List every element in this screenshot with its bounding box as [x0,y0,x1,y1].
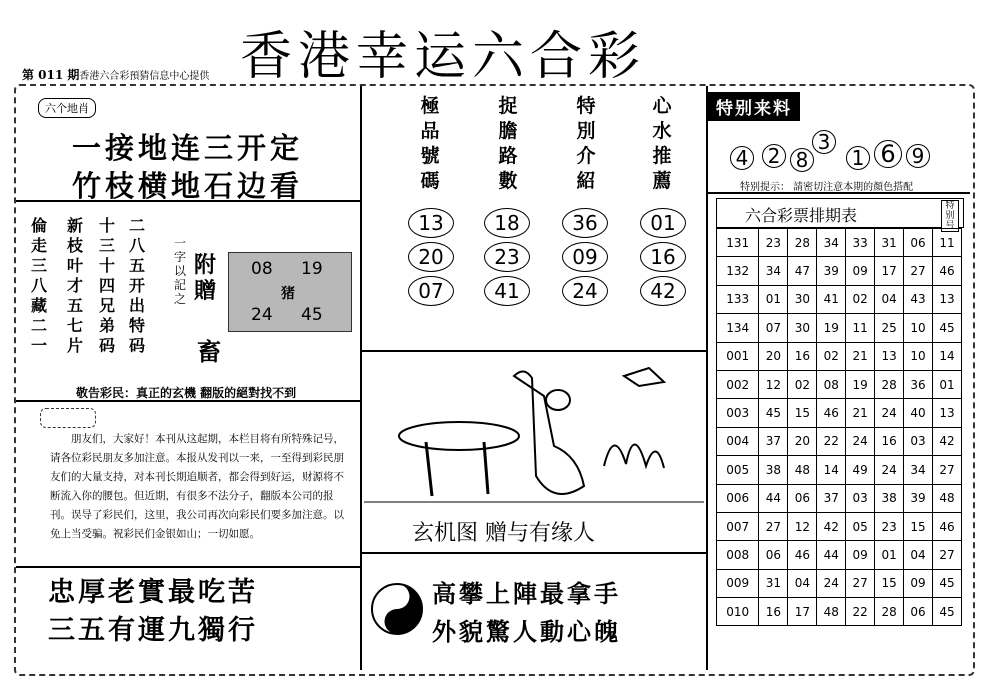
column-label-3: 特別介紹 [576,95,596,192]
column-label-1: 極品號碼 [420,95,440,192]
poem-column-3: 新枝叶才五七片 [66,216,83,355]
number-cell: 06 [788,484,817,512]
number-cell: 14 [933,342,962,370]
number-cell: 24 [846,427,875,455]
notice-paragraph: 朋友们，大家好！本刊从这起期，本栏目将有所特殊记号，请各位彩民朋友多加注意。本报从发刊以一来，一至得到彩民朋友们的大量支持，对本刊长期追顺者，都会得到好运，财源将不断流入你的腰包。但近期，有很多不法分子，翻版本公司的报刊。误导了彩民们，这里，我公司再次向彩民们要多加注意。以免上当受骗。祝彩民们金银如山；一切如愿。 [50,433,344,540]
number-cell: 16 [759,598,788,626]
number-cell: 15 [904,512,933,540]
table-row [717,456,962,484]
table-row [717,598,962,626]
number-cell: 04 [904,541,933,569]
divider-mid-1 [362,350,706,352]
number-cell: 48 [817,598,846,626]
number-cell: 46 [817,399,846,427]
table-row [717,569,962,597]
draw-schedule-table [716,228,962,626]
table-row [717,342,962,370]
motto-line-1: 忠厚老實最吃苦 [48,577,258,608]
number-cell: 34 [759,257,788,285]
riddle-line-1: 一接地连三开定 [72,131,304,165]
number-cell: 46 [788,541,817,569]
number-cell: 42 [933,427,962,455]
issue-cell: 133 [717,285,759,313]
motto-line-2: 三五有運九獨行 [48,615,258,646]
special-header: 特别来料 [708,92,800,121]
table-row [717,484,962,512]
number-cell: 11 [933,229,962,257]
riddle-answer: 畜 [197,337,221,366]
number-cell: 34 [904,456,933,484]
number-cell: 04 [788,569,817,597]
number-cell: 23 [875,512,904,540]
number-cell: 22 [817,427,846,455]
number-cell: 05 [846,512,875,540]
slogan-line-2: 外貌驚人動心魄 [432,618,621,646]
number-cell: 36 [904,370,933,398]
table-header [716,198,964,231]
number-cell: 13 [875,342,904,370]
source-note: 香港六合彩預猜信息中心提供 [79,71,210,82]
special-number: 3 [812,130,836,154]
number-cell: 09 [846,541,875,569]
notice-text: 敬告彩民：真正的玄機 翻版的絕對找不到 [76,386,297,400]
number-cell: 28 [875,370,904,398]
divider-left-3 [16,566,360,568]
issue-cell: 005 [717,456,759,484]
gift-box [228,252,352,332]
gift-number: 08 [251,259,273,279]
number-cell: 24 [817,569,846,597]
number-cell: 01 [933,370,962,398]
number-cell: 47 [788,257,817,285]
number-cell: 10 [904,314,933,342]
number-cell: 22 [846,598,875,626]
gift-number: 24 [251,305,273,325]
issue-line [22,66,209,83]
slogan-line-1: 高攀上陣最拿手 [432,580,621,608]
column-label-4: 心水推薦 [652,95,672,192]
table-row [717,512,962,540]
number-cell: 44 [817,541,846,569]
special-number: 2 [762,144,786,168]
number-cell: 45 [933,569,962,597]
decorative-cloud [40,408,96,428]
number-cell: 12 [759,370,788,398]
issue-cell: 131 [717,229,759,257]
pick-number: 13 [408,208,454,238]
picture-caption: 玄机图 赠与有缘人 [412,521,595,546]
number-cell: 46 [933,257,962,285]
number-cell: 13 [933,285,962,313]
number-cell: 01 [875,541,904,569]
issue-cell: 001 [717,342,759,370]
divider-left-mid [360,86,362,670]
number-cell: 10 [904,342,933,370]
special-number-label: 特别号 [941,200,959,232]
issue-cell: 010 [717,598,759,626]
number-cell: 13 [933,399,962,427]
issue-cell: 009 [717,569,759,597]
number-cell: 17 [788,598,817,626]
special-note: 特别提示： 請密切注意本期的顏色搭配 [740,182,914,193]
number-cell: 02 [788,370,817,398]
number-cell: 45 [759,399,788,427]
number-cell: 39 [817,257,846,285]
column-label-2: 捉膽路數 [498,95,518,192]
gift-number: 19 [301,259,323,279]
number-cell: 45 [933,598,962,626]
number-cell: 04 [875,285,904,313]
number-cell: 11 [846,314,875,342]
issue-cell: 007 [717,512,759,540]
issue-cell: 003 [717,399,759,427]
number-cell: 27 [846,569,875,597]
number-cell: 27 [904,257,933,285]
issue-cell: 132 [717,257,759,285]
number-cell: 31 [759,569,788,597]
issue-cell: 008 [717,541,759,569]
number-cell: 02 [846,285,875,313]
poem-hint: 一字以記之 [174,236,187,306]
pick-number: 36 [562,208,608,238]
number-cell: 38 [875,484,904,512]
number-cell: 28 [788,229,817,257]
special-number: 8 [790,148,814,172]
riddle-illustration [364,356,704,512]
pick-number: 20 [408,242,454,272]
gift-zodiac: 猪 [281,286,295,302]
number-cell: 38 [759,456,788,484]
pick-number: 24 [562,276,608,306]
issue-cell: 006 [717,484,759,512]
table-title: 六合彩票排期表 [745,206,858,225]
number-cell: 16 [788,342,817,370]
table-row [717,257,962,285]
number-cell: 03 [846,484,875,512]
number-cell: 06 [904,229,933,257]
pick-number: 07 [408,276,454,306]
issue-number: 第 011 期 [22,68,80,82]
number-cell: 08 [817,370,846,398]
number-cell: 14 [817,456,846,484]
number-cell: 23 [759,229,788,257]
number-cell: 19 [817,314,846,342]
pick-number: 41 [484,276,530,306]
number-cell: 15 [875,569,904,597]
number-cell: 21 [846,342,875,370]
special-number: 4 [730,146,754,170]
number-cell: 06 [759,541,788,569]
number-cell: 16 [875,427,904,455]
gift-number: 45 [301,305,323,325]
table-row [717,399,962,427]
number-cell: 31 [875,229,904,257]
number-cell: 12 [788,512,817,540]
table-row [717,370,962,398]
pick-number: 09 [562,242,608,272]
issue-cell: 004 [717,427,759,455]
poem-column-4: 倫走三八藏二一 [30,216,47,355]
number-cell: 27 [759,512,788,540]
number-cell: 09 [904,569,933,597]
number-cell: 02 [817,342,846,370]
number-cell: 07 [759,314,788,342]
table-row [717,427,962,455]
number-cell: 27 [933,456,962,484]
riddle-line-2: 竹枝横地石边看 [72,169,304,203]
number-cell: 37 [759,427,788,455]
divider-mid-2 [362,552,706,554]
number-cell: 40 [904,399,933,427]
divider-mid-right [706,86,708,670]
number-cell: 45 [933,314,962,342]
number-cell: 03 [904,427,933,455]
number-cell: 39 [904,484,933,512]
pick-number: 01 [640,208,686,238]
pick-number: 16 [640,242,686,272]
issue-cell: 002 [717,370,759,398]
number-cell: 33 [846,229,875,257]
gift-label: 附贈 [194,252,217,304]
number-cell: 30 [788,285,817,313]
number-cell: 43 [904,285,933,313]
number-cell: 17 [875,257,904,285]
poem-column-1: 二八五开出特码 [128,216,145,355]
number-cell: 21 [846,399,875,427]
pick-number: 18 [484,208,530,238]
number-cell: 09 [846,257,875,285]
number-cell: 44 [759,484,788,512]
number-cell: 41 [817,285,846,313]
number-cell: 15 [788,399,817,427]
number-cell: 27 [933,541,962,569]
number-cell: 19 [846,370,875,398]
table-row [717,285,962,313]
number-cell: 49 [846,456,875,484]
special-number: 1 [846,146,870,170]
table-row [717,229,962,257]
yin-yang-icon [370,582,424,636]
number-cell: 24 [875,456,904,484]
number-cell: 06 [904,598,933,626]
pick-number: 23 [484,242,530,272]
issue-cell: 134 [717,314,759,342]
special-number: 9 [906,144,930,168]
poem-column-2: 十三十四兄弟码 [98,216,115,355]
page-title: 香港幸运六合彩 [240,27,647,87]
number-cell: 24 [875,399,904,427]
number-cell: 25 [875,314,904,342]
number-cell: 48 [933,484,962,512]
number-cell: 34 [817,229,846,257]
special-number: 6 [874,140,902,168]
number-cell: 01 [759,285,788,313]
number-cell: 20 [788,427,817,455]
number-cell: 37 [817,484,846,512]
pick-number: 42 [640,276,686,306]
table-row [717,314,962,342]
number-cell: 42 [817,512,846,540]
number-cell: 46 [933,512,962,540]
number-cell: 28 [875,598,904,626]
table-row [717,541,962,569]
section-tag: 六个地肖 [38,98,96,118]
number-cell: 48 [788,456,817,484]
number-cell: 20 [759,342,788,370]
number-cell: 30 [788,314,817,342]
